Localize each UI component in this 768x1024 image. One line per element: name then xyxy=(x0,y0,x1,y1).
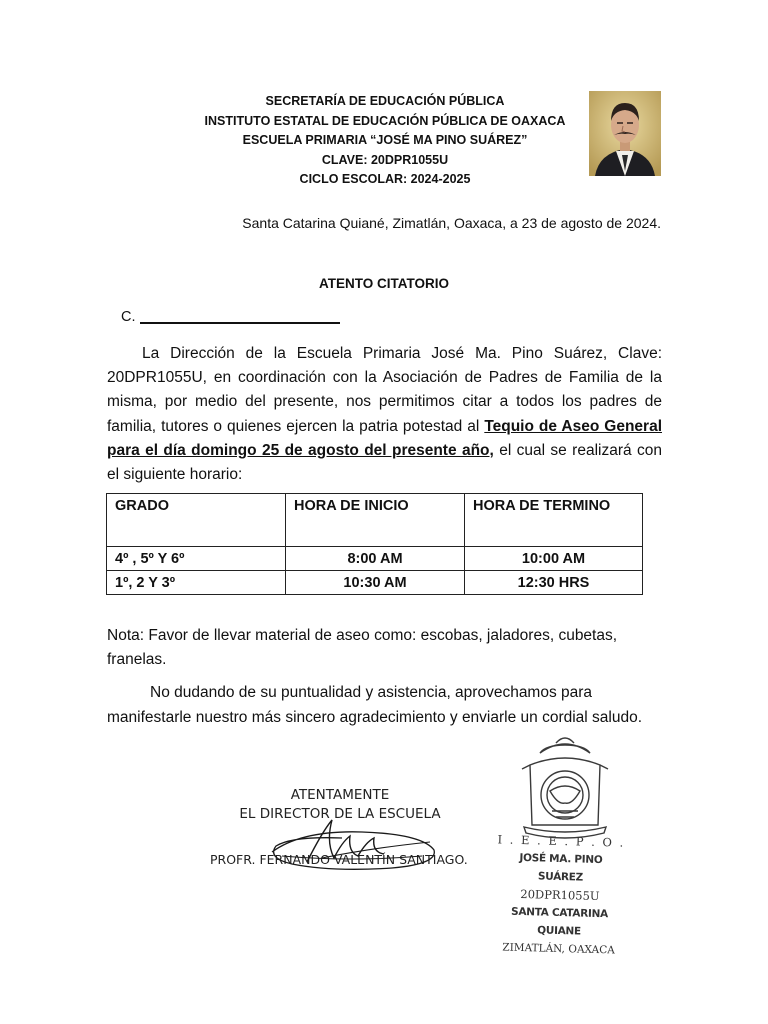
closing-paragraph xyxy=(107,681,647,730)
body-text-part2: el cual se realizará con el siguiente horario: xyxy=(107,441,662,484)
table-cell-inicio: 8:00 AM xyxy=(286,547,465,571)
table-header-grado: GRADO xyxy=(107,494,286,547)
note-paragraph: Nota: Favor de llevar material de aseo como: escobas, jaladores, cubetas, franelas. xyxy=(107,627,618,668)
signature-line-attentively: ATENTAMENTE xyxy=(290,787,390,803)
stamp-line-code: 20DPR1055U xyxy=(520,886,600,904)
table-header-row xyxy=(107,494,643,547)
stamp-line-ieepo: I . E . E . P . O . xyxy=(497,832,626,850)
table-cell-termino: 12:30 HRS xyxy=(465,571,643,595)
recipient-line xyxy=(121,309,340,325)
letterhead-line-school: ESCUELA PRIMARIA “JOSÉ MA PINO SUÁREZ” xyxy=(242,133,528,147)
school-stamp xyxy=(493,830,626,959)
letterhead-line-cycle: CICLO ESCOLAR: 2024-2025 xyxy=(299,172,471,186)
schedule-table xyxy=(106,493,643,595)
table-row xyxy=(107,547,643,571)
stamp-line-region: ZIMATLÁN, OAXACA xyxy=(502,941,615,957)
closing-text: No dudando de su puntualidad y asistencia, aprovechamos para manifestarle nuestro más sincero agradecimiento y enviarle un cordial saludo. xyxy=(107,684,643,726)
signature-line-title: EL DIRECTOR DE LA ESCUELA xyxy=(239,806,441,822)
letterhead xyxy=(190,92,580,190)
table-cell-termino: 10:00 AM xyxy=(465,547,643,571)
document-title: ATENTO CITATORIO xyxy=(319,276,449,291)
letterhead-line-institute: INSTITUTO ESTATAL DE EDUCACIÓN PÚBLICA DE OAXACA xyxy=(204,113,566,128)
portrait-image xyxy=(589,91,661,176)
table-cell-grado: 1º, 2 Y 3º xyxy=(107,571,286,595)
table-row xyxy=(107,571,643,595)
body-paragraph xyxy=(107,342,662,487)
table-cell-grado: 4º , 5º Y 6º xyxy=(107,547,286,571)
recipient-prefix: C. xyxy=(121,309,136,325)
signature-name: PROFR. FERNANDO VALENTÍN SANTIAGO. xyxy=(210,852,468,867)
stamp-line-town: SANTA CATARINA QUIANE xyxy=(510,905,609,938)
handwritten-signature-icon xyxy=(262,812,442,882)
stamp-line-school: JOSÉ MA. PINO SUÁREZ xyxy=(519,851,603,884)
table-header-inicio: HORA DE INICIO xyxy=(286,494,465,547)
letterhead-line-code: CLAVE: 20DPR1055U xyxy=(321,152,449,167)
letterhead-line-ministry: SECRETARÍA DE EDUCACIÓN PÚBLICA xyxy=(265,94,505,108)
body-text-emphasis: Tequio de Aseo General para el día domingo 25 de agosto del presente año, xyxy=(107,417,662,459)
table-cell-inicio: 10:30 AM xyxy=(286,571,465,595)
date-location: Santa Catarina Quiané, Zimatlán, Oaxaca, a 23 de agosto de 2024. xyxy=(242,215,661,231)
recipient-blank xyxy=(140,322,340,324)
body-text-part1: La Dirección de la Escuela Primaria José Ma. Pino Suárez, Clave: 20DPR1055U, en coordinación con la Asociación de Padres de Familia de la misma, por medio del presente, nos permitimos citar a todos los padres de familia, tutores o quienes ejercen la patria potestad al xyxy=(107,345,662,435)
table-header-termino: HORA DE TERMINO xyxy=(465,494,643,547)
